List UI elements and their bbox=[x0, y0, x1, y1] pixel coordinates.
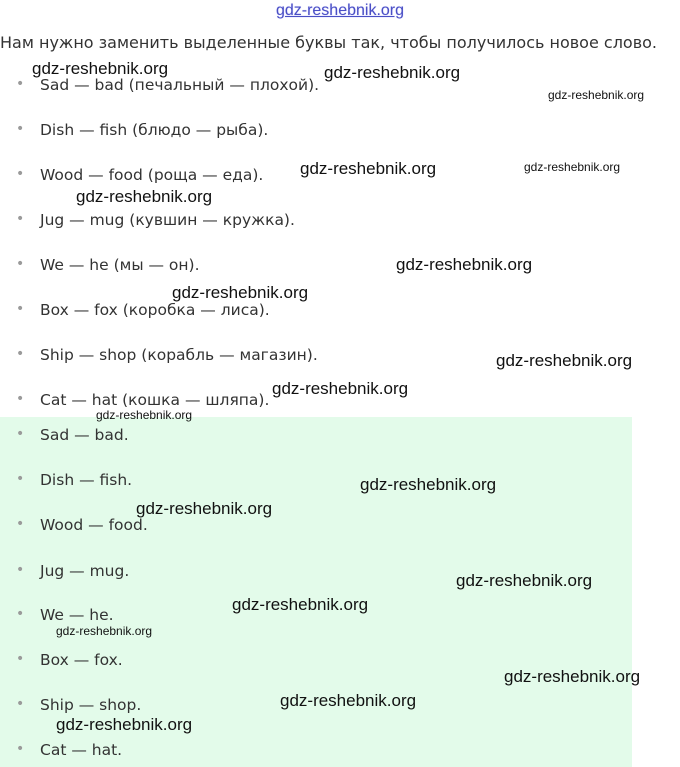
task-intro: Нам нужно заменить выделенные буквы так, чтобы получилось новое слово. bbox=[0, 33, 658, 52]
bullet-icon: • bbox=[16, 121, 25, 137]
watermark: gdz-reshebnik.org bbox=[76, 187, 213, 206]
bullet-icon: • bbox=[16, 516, 25, 532]
watermark: gdz-reshebnik.org bbox=[56, 715, 193, 734]
bullet-icon: • bbox=[16, 606, 25, 622]
bullet-icon: • bbox=[16, 211, 25, 227]
bullet-icon: • bbox=[16, 741, 25, 757]
watermark: gdz-reshebnik.org bbox=[524, 160, 621, 174]
watermark: gdz-reshebnik.org bbox=[504, 667, 641, 686]
bullet-icon: • bbox=[16, 256, 25, 272]
watermark: gdz-reshebnik.org bbox=[96, 408, 193, 422]
watermark: gdz-reshebnik.org bbox=[548, 88, 645, 102]
watermark: gdz-reshebnik.org bbox=[396, 255, 533, 274]
watermark: gdz-reshebnik.org bbox=[136, 499, 273, 518]
bullet-icon: • bbox=[16, 651, 25, 667]
watermark: gdz-reshebnik.org bbox=[300, 159, 437, 178]
bullet-icon: • bbox=[16, 696, 25, 712]
watermark: gdz-reshebnik.org bbox=[456, 571, 593, 590]
bullet-icon: • bbox=[16, 76, 25, 92]
watermark: gdz-reshebnik.org bbox=[496, 351, 633, 370]
site-link[interactable]: gdz-reshebnik.org bbox=[275, 2, 405, 19]
watermark: gdz-reshebnik.org bbox=[360, 475, 497, 494]
watermark: gdz-reshebnik.org bbox=[232, 595, 369, 614]
bullet-icon: • bbox=[16, 426, 25, 442]
watermark: gdz-reshebnik.org bbox=[272, 379, 409, 398]
watermark: gdz-reshebnik.org bbox=[56, 624, 153, 638]
bullet-icon: • bbox=[16, 346, 25, 362]
bullet-icon: • bbox=[16, 166, 25, 182]
watermark: gdz-reshebnik.org bbox=[324, 63, 461, 82]
bullet-icon: • bbox=[16, 471, 25, 487]
watermark: gdz-reshebnik.org bbox=[32, 59, 169, 78]
bullet-icon: • bbox=[16, 391, 25, 407]
bullet-icon: • bbox=[16, 301, 25, 317]
bullet-icon: • bbox=[16, 562, 25, 578]
watermark: gdz-reshebnik.org bbox=[172, 283, 309, 302]
watermark: gdz-reshebnik.org bbox=[280, 691, 417, 710]
